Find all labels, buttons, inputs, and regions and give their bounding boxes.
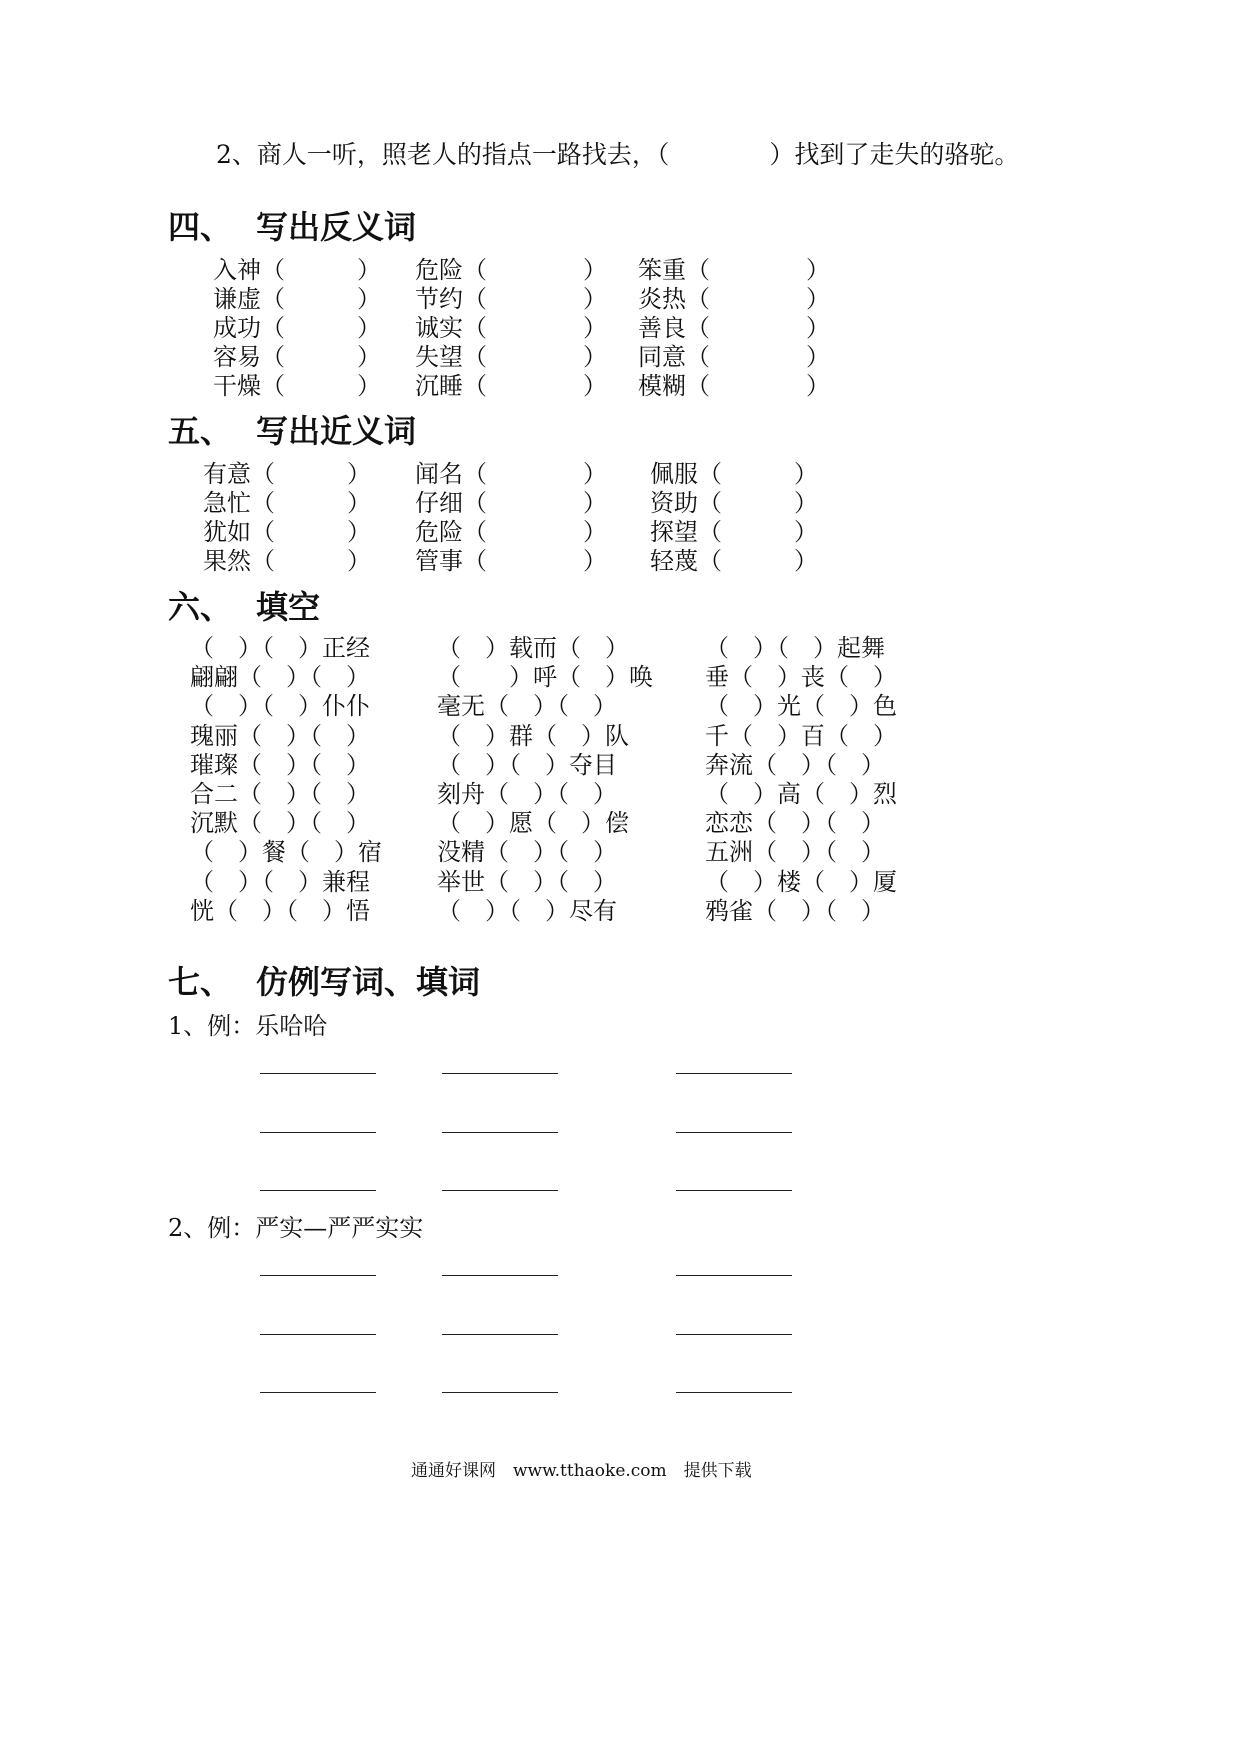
answer-line[interactable] (442, 1073, 558, 1074)
fill-in-item[interactable]: （ ）群（ ）队 (437, 721, 629, 750)
fill-in-item[interactable]: 沉默（ ）（ ） (190, 809, 370, 838)
section-4-heading (168, 202, 416, 248)
fill-in-item[interactable]: （ ）餐（ ）宿 (190, 838, 382, 867)
fill-in-item[interactable]: （ ）（ ）仆仆 (190, 692, 370, 721)
fill-in-item[interactable]: 诚实（ ） (415, 314, 607, 342)
fill-in-item[interactable]: （ ）载而（ ） (437, 634, 629, 662)
fill-in-item[interactable]: 危险（ ） (415, 518, 607, 546)
sentence-2: 2、商人一听，照老人的指点一路找去，（ ）找到了走失的骆驼。 (216, 140, 1020, 169)
answer-line[interactable] (442, 1190, 558, 1191)
fill-in-item[interactable]: 管事（ ） (415, 547, 607, 575)
fill-in-item[interactable]: 成功（ ） (213, 314, 381, 342)
answer-line[interactable] (260, 1334, 376, 1335)
fill-in-item[interactable]: 恋恋（ ）（ ） (705, 809, 885, 838)
fill-in-item[interactable]: 有意（ ） (203, 460, 371, 488)
fill-in-item[interactable]: 恍（ ）（ ）悟 (190, 896, 370, 925)
answer-line[interactable] (442, 1334, 558, 1335)
answer-line[interactable] (442, 1132, 558, 1133)
fill-in-item[interactable]: 沉睡（ ） (415, 372, 607, 400)
answer-line[interactable] (676, 1334, 792, 1335)
answer-line[interactable] (676, 1190, 792, 1191)
fill-in-item[interactable]: 举世（ ）（ ） (437, 867, 617, 896)
example-1-label: 1、例：乐哈哈 (168, 1012, 328, 1040)
fill-in-item[interactable]: 果然（ ） (203, 547, 371, 575)
section-5-heading (168, 406, 416, 452)
fill-in-item[interactable]: （ ）呼（ ）唤 (437, 663, 653, 692)
fill-in-item[interactable]: 奔流（ ）（ ） (705, 750, 885, 779)
answer-line[interactable] (676, 1132, 792, 1133)
fill-in-item[interactable]: 干燥（ ） (213, 372, 381, 400)
fill-in-item[interactable]: 节约（ ） (415, 285, 607, 313)
fill-in-item[interactable]: （ ）（ ）兼程 (190, 867, 370, 896)
section-6-heading (168, 582, 320, 628)
section-7-number: 七、 (168, 963, 233, 1001)
fill-in-item[interactable]: 急忙（ ） (203, 489, 371, 517)
fill-in-item[interactable]: 轻蔑（ ） (650, 547, 818, 575)
fill-in-item[interactable]: 五洲（ ）（ ） (705, 838, 885, 867)
fill-in-item[interactable]: 仔细（ ） (415, 489, 607, 517)
section-7-title: 仿例写词、填词 (256, 963, 481, 1001)
fill-in-item[interactable]: 失望（ ） (415, 343, 607, 371)
example-2-label: 2、例：严实—严严实实 (168, 1214, 424, 1242)
fill-in-item[interactable]: 炎热（ ） (638, 285, 830, 313)
fill-in-item[interactable]: 犹如（ ） (203, 518, 371, 546)
fill-in-item[interactable]: 毫无（ ）（ ） (437, 692, 617, 721)
section-4-title: 写出反义词 (256, 208, 417, 246)
answer-line[interactable] (676, 1392, 792, 1393)
answer-line[interactable] (260, 1132, 376, 1133)
section-6-title: 填空 (256, 588, 321, 626)
fill-in-item[interactable]: 探望（ ） (650, 518, 818, 546)
fill-in-item[interactable]: 刻舟（ ）（ ） (437, 780, 617, 808)
fill-in-item[interactable]: 同意（ ） (638, 343, 830, 371)
fill-in-item[interactable]: 善良（ ） (638, 314, 830, 342)
answer-line[interactable] (676, 1275, 792, 1276)
fill-in-item[interactable]: 闻名（ ） (415, 460, 607, 488)
fill-in-item[interactable]: （ ）（ ）正经 (190, 634, 370, 662)
fill-in-item[interactable]: 没精（ ）（ ） (437, 838, 617, 867)
fill-in-item[interactable]: 垂（ ）丧（ ） (705, 663, 897, 692)
fill-in-item[interactable]: 合二（ ）（ ） (190, 780, 370, 808)
footer-credit: 通通好课网 www.tthaoke.com 提供下载 (411, 1461, 752, 1481)
fill-in-item[interactable]: 璀璨（ ）（ ） (190, 750, 370, 779)
fill-in-item[interactable]: 千（ ）百（ ） (705, 721, 897, 750)
fill-in-item[interactable]: 入神（ ） (213, 256, 381, 284)
fill-in-item[interactable]: 佩服（ ） (650, 460, 818, 488)
fill-in-item[interactable]: 鸦雀（ ）（ ） (705, 896, 885, 925)
section-5-number: 五、 (168, 412, 233, 450)
section-4-number: 四、 (168, 208, 233, 246)
answer-line[interactable] (260, 1190, 376, 1191)
fill-in-item[interactable]: 容易（ ） (213, 343, 381, 371)
fill-in-item[interactable]: （ ）（ ）夺目 (437, 750, 617, 779)
fill-in-item[interactable]: （ ）光（ ）色 (705, 692, 897, 721)
answer-line[interactable] (260, 1392, 376, 1393)
section-7-heading (168, 957, 480, 1003)
section-5-title: 写出近义词 (256, 412, 417, 450)
section-6-number: 六、 (168, 588, 233, 626)
fill-in-item[interactable]: 瑰丽（ ）（ ） (190, 721, 370, 750)
fill-in-item[interactable]: （ ）（ ）尽有 (437, 896, 617, 925)
fill-in-item[interactable]: （ ）（ ）起舞 (705, 634, 885, 662)
answer-line[interactable] (442, 1392, 558, 1393)
answer-line[interactable] (676, 1073, 792, 1074)
fill-in-item[interactable]: 模糊（ ） (638, 372, 830, 400)
fill-in-item[interactable]: （ ）高（ ）烈 (705, 780, 897, 808)
answer-line[interactable] (260, 1073, 376, 1074)
fill-in-item[interactable]: （ ）楼（ ）厦 (705, 867, 897, 896)
fill-in-item[interactable]: （ ）愿（ ）偿 (437, 809, 629, 838)
answer-line[interactable] (442, 1275, 558, 1276)
fill-in-item[interactable]: 笨重（ ） (638, 256, 830, 284)
fill-in-item[interactable]: 谦虚（ ） (213, 285, 381, 313)
fill-in-item[interactable]: 翩翩（ ）（ ） (190, 663, 370, 692)
fill-in-item[interactable]: 资助（ ） (650, 489, 818, 517)
answer-line[interactable] (260, 1275, 376, 1276)
fill-in-item[interactable]: 危险（ ） (415, 256, 607, 284)
